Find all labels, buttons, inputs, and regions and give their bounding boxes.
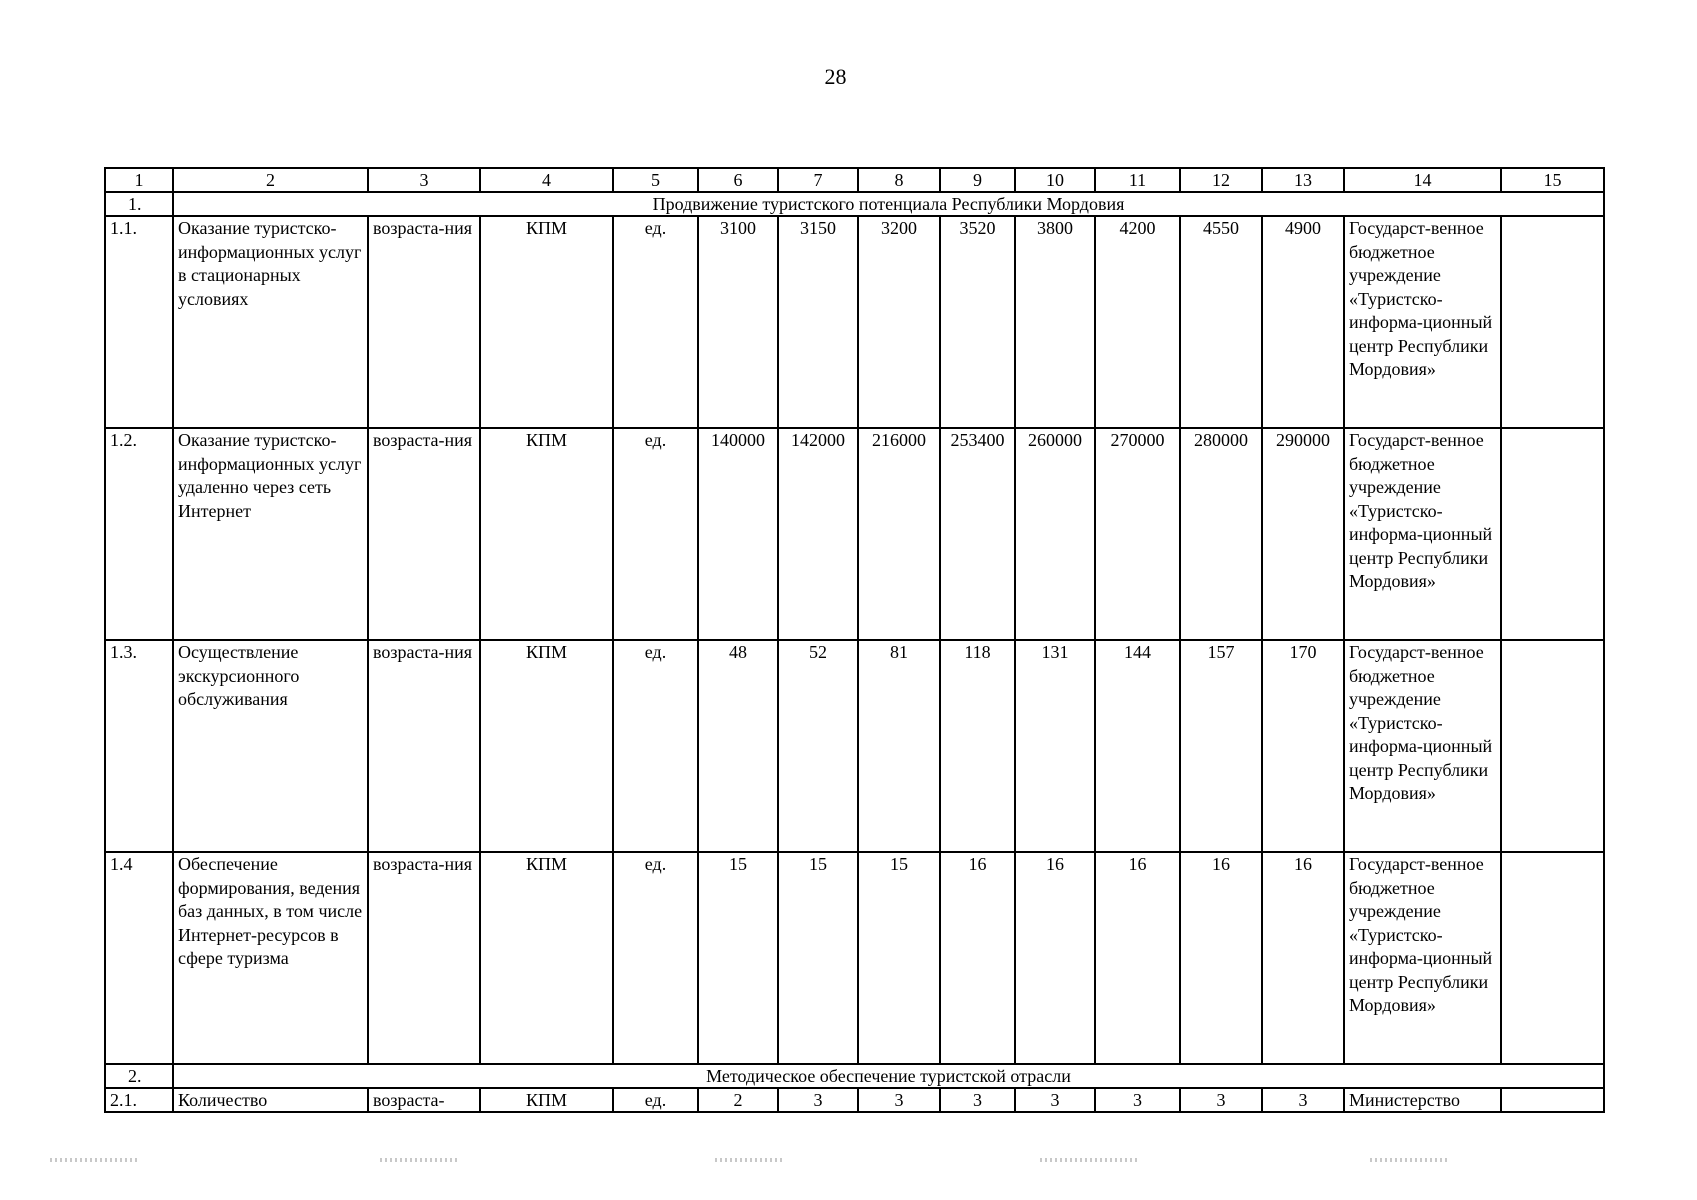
direction-cell: возраста-ния <box>368 852 480 1064</box>
indicator-name: Обеспечение формирования, ведения баз данных, в том числе Интернет-ресурсов в сфере туризма <box>173 852 368 1064</box>
column-number: 3 <box>368 168 480 192</box>
section-row <box>105 192 1604 216</box>
value-cell: 3100 <box>698 216 778 428</box>
direction-cell: возраста-ния <box>368 428 480 640</box>
column-number: 7 <box>778 168 858 192</box>
value-cell: 140000 <box>698 428 778 640</box>
column-number: 9 <box>940 168 1015 192</box>
row-number: 1.4 <box>105 852 173 1064</box>
value-cell: 253400 <box>940 428 1015 640</box>
value-cell: 3 <box>1180 1088 1262 1112</box>
value-cell: 16 <box>940 852 1015 1064</box>
row-number: 1.3. <box>105 640 173 852</box>
value-cell: 16 <box>1180 852 1262 1064</box>
direction-cell: возраста-ния <box>368 216 480 428</box>
value-cell: 3 <box>858 1088 940 1112</box>
table-row <box>105 640 1604 852</box>
column-number: 6 <box>698 168 778 192</box>
column-number: 1 <box>105 168 173 192</box>
note-cell <box>1501 1088 1604 1112</box>
value-cell: 81 <box>858 640 940 852</box>
direction-cell: возраста- <box>368 1088 480 1112</box>
column-number: 2 <box>173 168 368 192</box>
scan-artifact <box>1370 1158 1450 1162</box>
table-row <box>105 216 1604 428</box>
column-number: 8 <box>858 168 940 192</box>
value-cell: 3 <box>940 1088 1015 1112</box>
indicators-table <box>104 167 1605 1113</box>
column-number: 13 <box>1262 168 1344 192</box>
table-row <box>105 428 1604 640</box>
value-cell: 3520 <box>940 216 1015 428</box>
value-cell: 3 <box>778 1088 858 1112</box>
row-number: 1.1. <box>105 216 173 428</box>
note-cell <box>1501 640 1604 852</box>
value-cell: 3200 <box>858 216 940 428</box>
section-number: 2. <box>105 1064 173 1088</box>
value-cell: 16 <box>1095 852 1180 1064</box>
indicator-name: Оказание туристско-информационных услуг удаленно через сеть Интернет <box>173 428 368 640</box>
column-number: 10 <box>1015 168 1095 192</box>
column-number: 14 <box>1344 168 1501 192</box>
type-cell: КПМ <box>480 640 613 852</box>
type-cell: КПМ <box>480 216 613 428</box>
value-cell: 52 <box>778 640 858 852</box>
scan-artifact <box>50 1158 140 1162</box>
responsible-cell: Государст-венное бюджетное учреждение «Туристско-информа-ционный центр Республики Мордовия» <box>1344 216 1501 428</box>
column-numbers-row <box>105 168 1604 192</box>
type-cell: КПМ <box>480 852 613 1064</box>
value-cell: 3800 <box>1015 216 1095 428</box>
value-cell: 131 <box>1015 640 1095 852</box>
scan-artifact <box>715 1158 785 1162</box>
indicator-name: Осуществление экскурсионного обслуживания <box>173 640 368 852</box>
value-cell: 3 <box>1095 1088 1180 1112</box>
value-cell: 144 <box>1095 640 1180 852</box>
value-cell: 15 <box>858 852 940 1064</box>
value-cell: 118 <box>940 640 1015 852</box>
section-title: Продвижение туристского потенциала Республики Мордовия <box>173 192 1604 216</box>
column-number: 12 <box>1180 168 1262 192</box>
column-number: 11 <box>1095 168 1180 192</box>
responsible-cell: Государст-венное бюджетное учреждение «Туристско-информа-ционный центр Республики Мордовия» <box>1344 852 1501 1064</box>
column-number: 15 <box>1501 168 1604 192</box>
row-number: 1.2. <box>105 428 173 640</box>
value-cell: 4200 <box>1095 216 1180 428</box>
value-cell: 3150 <box>778 216 858 428</box>
value-cell: 290000 <box>1262 428 1344 640</box>
note-cell <box>1501 216 1604 428</box>
value-cell: 280000 <box>1180 428 1262 640</box>
table-row <box>105 852 1604 1064</box>
value-cell: 260000 <box>1015 428 1095 640</box>
page-number: 28 <box>824 64 847 89</box>
unit-cell: ед. <box>613 216 698 428</box>
indicator-name: Оказание туристско-информационных услуг в стационарных условиях <box>173 216 368 428</box>
value-cell: 16 <box>1262 852 1344 1064</box>
column-number: 4 <box>480 168 613 192</box>
section-title: Методическое обеспечение туристской отрасли <box>173 1064 1604 1088</box>
section-number: 1. <box>105 192 173 216</box>
value-cell: 142000 <box>778 428 858 640</box>
type-cell: КПМ <box>480 1088 613 1112</box>
direction-cell: возраста-ния <box>368 640 480 852</box>
scan-artifact <box>380 1158 460 1162</box>
value-cell: 16 <box>1015 852 1095 1064</box>
row-number: 2.1. <box>105 1088 173 1112</box>
note-cell <box>1501 852 1604 1064</box>
value-cell: 4550 <box>1180 216 1262 428</box>
value-cell: 4900 <box>1262 216 1344 428</box>
note-cell <box>1501 428 1604 640</box>
scan-artifact <box>1040 1158 1140 1162</box>
section-row <box>105 1064 1604 1088</box>
responsible-cell: Министерство <box>1344 1088 1501 1112</box>
value-cell: 2 <box>698 1088 778 1112</box>
value-cell: 15 <box>698 852 778 1064</box>
value-cell: 170 <box>1262 640 1344 852</box>
indicator-name: Количество <box>173 1088 368 1112</box>
column-number: 5 <box>613 168 698 192</box>
responsible-cell: Государст-венное бюджетное учреждение «Туристско-информа-ционный центр Республики Мордовия» <box>1344 640 1501 852</box>
table-row <box>105 1088 1604 1112</box>
unit-cell: ед. <box>613 1088 698 1112</box>
value-cell: 3 <box>1262 1088 1344 1112</box>
unit-cell: ед. <box>613 852 698 1064</box>
unit-cell: ед. <box>613 428 698 640</box>
value-cell: 216000 <box>858 428 940 640</box>
value-cell: 3 <box>1015 1088 1095 1112</box>
unit-cell: ед. <box>613 640 698 852</box>
value-cell: 157 <box>1180 640 1262 852</box>
type-cell: КПМ <box>480 428 613 640</box>
responsible-cell: Государст-венное бюджетное учреждение «Туристско-информа-ционный центр Республики Мордовия» <box>1344 428 1501 640</box>
value-cell: 48 <box>698 640 778 852</box>
value-cell: 15 <box>778 852 858 1064</box>
value-cell: 270000 <box>1095 428 1180 640</box>
